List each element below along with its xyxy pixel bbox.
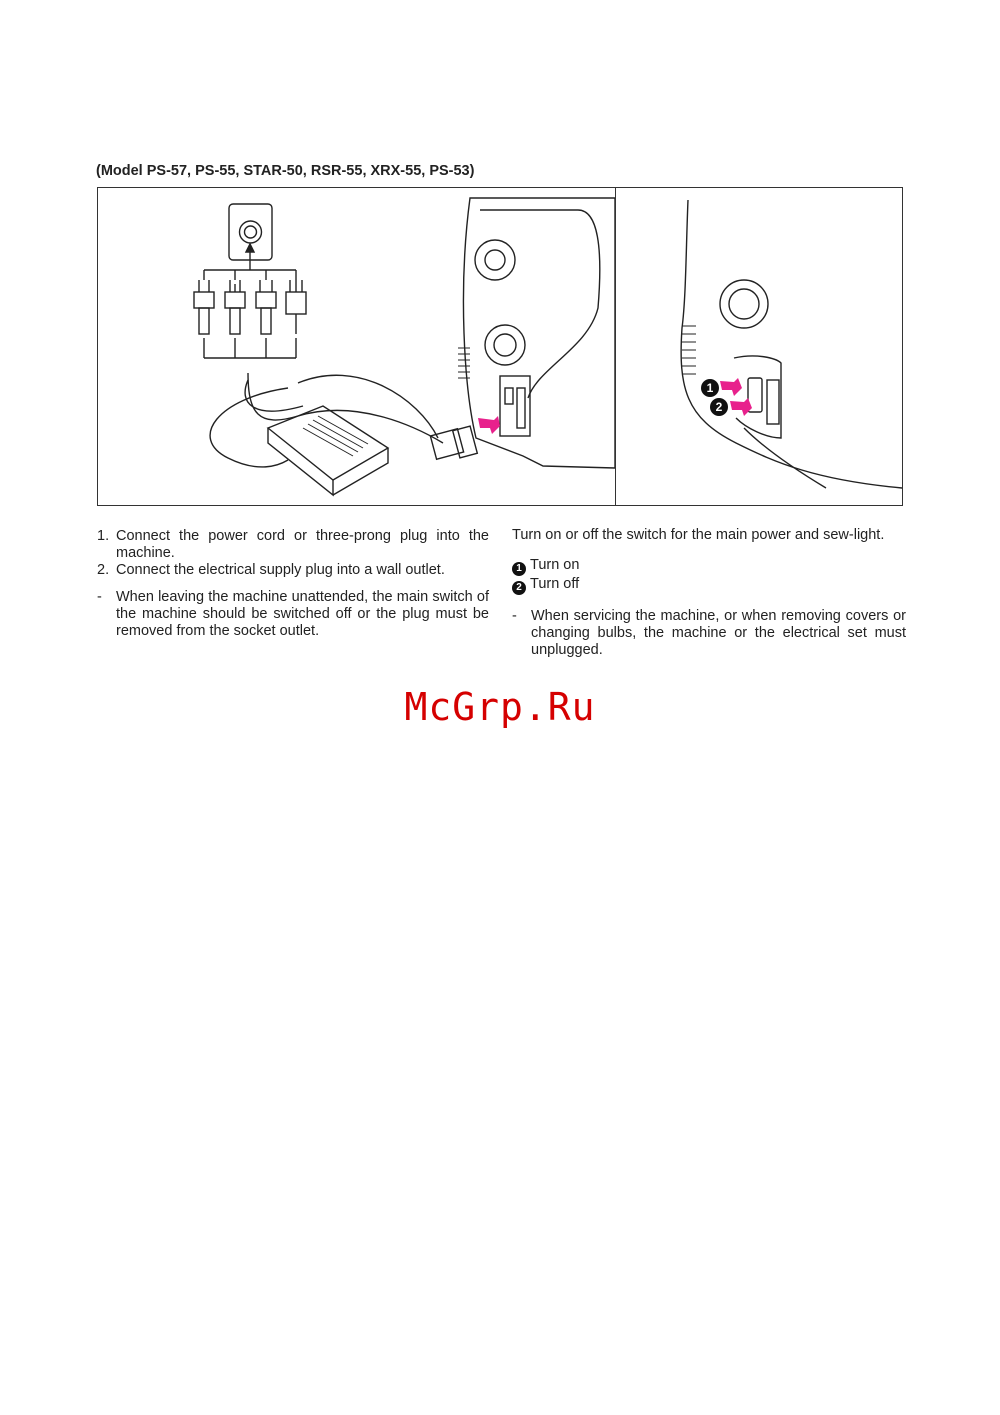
note-text: When servicing the machine, or when removing covers or changing bulbs, the machine or the electrical set must unplugged. bbox=[531, 608, 906, 658]
step-text: Connect the power cord or three-prong plug into the machine. bbox=[116, 528, 489, 561]
switch-intro: Turn on or off the switch for the main power and sew-light. bbox=[512, 527, 885, 543]
right-instructions bbox=[512, 527, 906, 659]
switch-label-2: 2 bbox=[715, 400, 723, 414]
step-number: 2. bbox=[97, 562, 110, 578]
switch-item-on bbox=[512, 557, 906, 576]
safety-note-left bbox=[97, 589, 489, 640]
safety-note-right bbox=[512, 608, 906, 659]
model-title: (Model PS-57, PS-55, STAR-50, RSR-55, XRX-55, PS-53) bbox=[96, 163, 475, 179]
switch-item-text: Turn off bbox=[530, 576, 580, 592]
note-marker: - bbox=[97, 589, 102, 605]
badge-2: 2 bbox=[512, 581, 526, 595]
step-2 bbox=[97, 562, 489, 579]
watermark: McGrp.Ru bbox=[404, 685, 596, 729]
left-instructions bbox=[97, 528, 489, 640]
note-marker: - bbox=[512, 608, 517, 624]
step-text: Connect the electrical supply plug into a wall outlet. bbox=[116, 562, 445, 578]
switch-illustration bbox=[616, 188, 902, 505]
badge-1: 1 bbox=[512, 562, 526, 576]
switch-label-1: 1 bbox=[706, 381, 714, 395]
switch-item-text: Turn on bbox=[530, 557, 580, 573]
power-connection-illustration bbox=[98, 188, 615, 505]
step-1 bbox=[97, 528, 489, 562]
step-number: 1. bbox=[97, 528, 110, 544]
note-text: When leaving the machine unattended, the main switch of the machine should be switched off or the plug must be removed from the socket outlet. bbox=[116, 589, 489, 639]
switch-item-off bbox=[512, 576, 906, 595]
